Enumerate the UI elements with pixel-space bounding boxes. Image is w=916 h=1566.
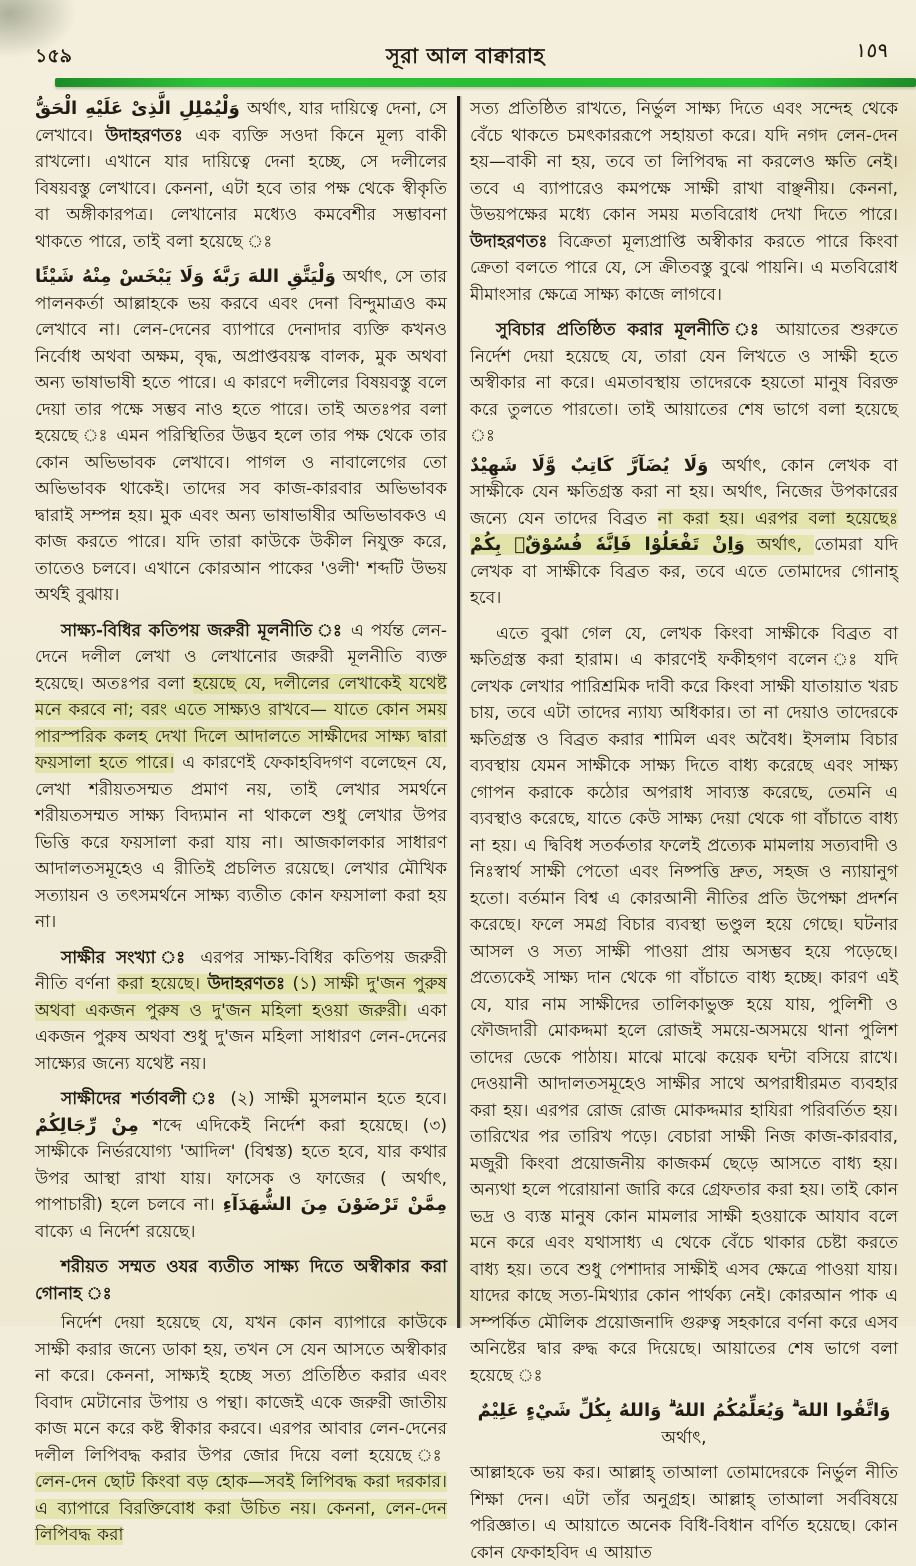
text-segment: অর্থাৎ, কোন লেখক বা সাক্ষীকে যেন ক্ষতিগ্রস্ত করা না হয়। অর্থাৎ, নিজের উপকারের জন্যে যেন তাদের বিব্রত bbox=[470, 455, 898, 529]
header-rule bbox=[55, 78, 916, 87]
text-segment: করা হয়েছে। bbox=[117, 974, 208, 994]
text-segment: উদাহরণতঃ bbox=[105, 125, 183, 146]
paragraph bbox=[35, 1254, 447, 1307]
page-header bbox=[35, 38, 896, 70]
paragraph bbox=[35, 945, 447, 1078]
paragraph bbox=[35, 96, 447, 255]
arabic-quote: وَاِنْ تَفْعَلُوْا فَاِنَّهٗ فُسُوْقٌۢ بِكُمْ bbox=[470, 534, 745, 555]
text-segment: (১) সাক্ষী দু'জন পুরুষ অথবা একজন পুরুষ ও দু'জন মহিলা হওয়া জরুরী। bbox=[35, 974, 447, 1021]
text-segment: হয়েছে যে, দলীলের লেখাকেই যথেষ্ট মনে করবে না; বরং এতে সাক্ষ্যও রাখবে— যাতে কোন সময় পারস্পরিক কলহ দেখা দিলে আদালতে সাক্ষীদের সাক্ষ্য দ্বারা ফয়সালা হতে পারে। bbox=[35, 673, 447, 773]
text-segment: শব্দে এদিকেই নির্দেশ করা হয়েছে। (৩) সাক্ষীকে নির্ভরযোগ্য 'আদিল' (বিশ্বস্ত) হতে হবে, যার কথার উপর আস্থা রাখা যায়। ফাসেক ও ফাজের ( অর্থাৎ, পাপাচারী) হলে চলবে না। bbox=[35, 1115, 448, 1215]
text-segment: বাক্যে এ নির্দেশ রয়েছে। bbox=[35, 1221, 196, 1242]
text-segment: বিক্রেতা মূল্যপ্রাপ্তি অস্বীকার করতে পারে কিংবা ক্রেতা বলতে পারে যে, সে ক্রীতবস্তু বুঝে পায়নি। এ মতবিরোধ মীমাংসার ক্ষেত্রে সাক্ষ্য কাজে লাগবে। bbox=[470, 231, 898, 305]
arabic-quote: وَلَا يُضَآرَّ كَاتِبٌ وَّلَا شَهِيْدٌ bbox=[470, 454, 709, 476]
text-segment: না করা হয়। এরপর বলা হয়েছেঃ bbox=[657, 508, 898, 529]
arabic-quote: مِنْ رِّجَالِكُمْ bbox=[35, 1114, 139, 1136]
text-segment: সাক্ষ্য-বিধির কতিপয় জরুরী মূলনীতি ঃ bbox=[61, 620, 344, 641]
paragraph bbox=[35, 618, 447, 936]
text-segment: আল্লাহকে ভয় কর। আল্লাহ্ তাআলা তোমাদেরকে নির্ভুল নীতি শিক্ষা দেন। এটা তাঁর অনুগ্রহ। আল্লাহ্ তাআলা সর্ববিষয়ে পরিজ্ঞাত। এ আয়াতে অনেক বিধি-বিধান বর্ণিত হয়েছে। কোন কোন ফেকাহবিদ এ আয়াত bbox=[470, 1463, 898, 1563]
text-segment: নির্দেশ দেয়া হয়েছে যে, যখন কোন ব্যাপারে কাউকে সাক্ষী করার জন্যে ডাকা হয়, তখন সে যেন আসতে অস্বীকার না করে। কেননা, সাক্ষ্যই হচ্ছে সত্য প্রতিষ্ঠিত করার এবং বিবাদ মেটানোর উপায় ও পন্থা। কাজেই একে জরুরী জাতীয় কাজ মনে করে কষ্ট স্বীকার করবে। এরপর আবার লেন-দেনের দলীল লিপিবদ্ধ করার উপর জোর দিয়ে বলা হয়েছে ঃ bbox=[35, 1313, 447, 1466]
text-segment: এ পর্যন্ত লেন-দেনে দলীল লেখা ও লেখানোর জরুরী মূলনীতি ব্যক্ত হয়েছে। অতঃপর বলা bbox=[35, 620, 447, 694]
text-segment: সুবিচার প্রতিষ্ঠিত করার মূলনীতি ঃ bbox=[496, 320, 765, 340]
page-title: সূরা আল বাক্বারাহ bbox=[386, 44, 545, 68]
right-column bbox=[470, 96, 899, 1563]
arabic-quote: مِمَّنْ تَرْضَوْنَ مِنَ الشُّهَدَآءِ bbox=[222, 1194, 447, 1215]
text-segment: সত্য প্রতিষ্ঠিত রাখতে, নির্ভুল সাক্ষ্য দিতে এবং সন্দেহ থেকে বেঁচে থাকতে চমৎকাররূপে সহায়তা করে। যদি নগদ লেন-দেন হয়—বাকী না হয়, তবে তা লিপিবদ্ধ না করলেও ক্ষতি নেই। তবে এ ব্যাপারেও কমপক্ষে সাক্ষী রাখা বাঞ্ছনীয়। কেননা, উভয়পক্ষের মধ্যে কোন সময় মতবিরোধ দেখা দিতে পারে। bbox=[470, 99, 898, 225]
arabic-quote: وَلْيُمْلِلِ الَّذِىْ عَلَيْهِ الْحَقُّ bbox=[35, 98, 240, 119]
text-segment: একা একজন পুরুষ অথবা শুধু দু'জন মহিলা সাধারণ লেন-দেনের সাক্ষ্যের জন্যে যথেষ্ট নয়। bbox=[35, 1000, 447, 1074]
text-segment: সাক্ষীর সংখ্যা ঃ bbox=[61, 947, 191, 968]
text-segment: অর্থাৎ, সে তার পালনকর্তা আল্লাহকে ভয় করবে এবং দেনা বিন্দুমাত্রও কম লেখাবে না। লেন-দেনের ব্যাপারে দেনাদার ব্যক্তি কখনও নির্বোধ অথবা অক্ষম, বৃদ্ধ, অপ্রাপ্তবয়স্ক বালক, মুক অথবা অন্য ভাষাভাষী হতে পারে। এ কারণে দলীলের বিষয়বস্তু বলে দেয়া তার পক্ষে সম্ভব নাও হতে পারে। তাই অতঃপর বলা হয়েছে ঃ এমন পরিস্থিতির উদ্ভব হলে তার পক্ষ থেকে তার কোন অভিভাবক লেখাবে। পাগল ও নাবালেগের তো অভিভাবক থাকেই। তাদের সব কাজ-কারবার অভিভাবক দ্বারাই সম্পন্ন হয়। মুক এবং অন্য ভাষাভাষীর অভিভাবকও এ কাজ করতে পারে। যদি তারা কাউকে উকীল নিযুক্ত করে, তাতেও চলবে। এখানে কোরআন পাকের 'ওলী' শব্দটি উভয় অর্থই বুঝায়। bbox=[35, 267, 448, 605]
text-segment: শরীয়ত সম্মত ওযর ব্যতীত সাক্ষ্য দিতে অস্বীকার করা গোনাহ ঃ bbox=[35, 1257, 447, 1304]
paragraph bbox=[35, 1086, 447, 1245]
page-number-left: ১৫৯ bbox=[35, 45, 72, 67]
arabic-quote: وَاتَّقُوا اللهَ ۗ وَيُعَلِّمُكُمُ اللهُ ۗ وَاللهُ بِكُلِّ شَيْءٍ عَلِيْمٌ bbox=[477, 1400, 891, 1421]
text-segment: আয়াতের শুরুতে নির্দেশ দেয়া হয়েছে যে, তারা যেন লিখতে ও সাক্ষী হতে অস্বীকার না করে। এমতাবস্থায় তাদেরকে হয়তো মানুষ বিরক্ত করে তুলতে পারতো। তাই আয়াতের শেষ ভাগে বলা হয়েছে ঃ bbox=[470, 320, 898, 446]
text-segment: লেন-দেন ছোট কিংবা বড় হোক—সবই লিপিবদ্ধ করা দরকার। এ ব্যাপারে বিরক্তিবোধ করা উচিত নয়। কেননা, লেন-দেন লিপিবদ্ধ করা bbox=[35, 1472, 447, 1545]
text-segment: এ কারণেই ফেকাহবিদগণ বলেছেন যে, লেখা শরীয়তসম্মত প্রমাণ নয়, তাই লেখার সমর্থনে শরীয়তসম্মত সাক্ষ্য বিদ্যমান না থাকলে শুধু লেখার উপর ভিত্তি করে ফয়সালা করা যায় না। আজকালকার সাধারণ আদালতসমূহেও এ রীতিই প্রচলিত রয়েছে। লেখার মৌখিক সত্যায়ন ও তৎসমর্থনে সাক্ষ্য ব্যতীত কোন ফয়সালা করা হয় না। bbox=[35, 753, 447, 932]
text-segment: সাক্ষীদের শর্তাবলী ঃ bbox=[61, 1089, 221, 1109]
text-segment: এতে বুঝা গেল যে, লেখক কিংবা সাক্ষীকে বিব্রত বা ক্ষতিগ্রস্ত করা হারাম। এ কারণেই ফকীহগণ বলেন ঃ যদি লেখক লেখার পারিশ্রমিক দাবী করে কিংবা সাক্ষী যাতায়াত খরচ চায়, তবে এটা তাদের ন্যায্য অধিকার। তা না দেয়াও তাদেরকে ক্ষতিগ্রস্ত ও বিব্রত করার শামিল এবং অবৈধ। ইসলাম বিচার ব্যবস্থায় যেমন সাক্ষীকে সাক্ষ্য দিতে বাধ্য করেছে এবং সাক্ষ্য গোপন করাকে কঠোর অপরাধ সাব্যস্ত করেছে, তেমনি এ ব্যবস্থাও করেছে, যাতে কেউ সাক্ষ্য দেয়া থেকে গা বাঁচাতে বাধ্য না হয়। এ দ্বিবিধ সতর্কতার ফলেই প্রত্যেক মামলায় সত্যবাদী ও নিঃস্বার্থ সাক্ষী পেতো এবং নিষ্পত্তি দ্রুত, সহজ ও ন্যায়ানুগ হতো। বর্তমান বিশ্ব এ কোরআনী নীতির প্রতি উপেক্ষা প্রদর্শন করেছে। ফলে সমগ্র বিচার ব্যবস্থা ভণ্ডুল হয়ে গেছে। ঘটনার আসল ও সত্য সাক্ষী পাওয়া প্রায় অসম্ভব হয়ে পড়েছে। প্রত্যেকেই সাক্ষ্য দান থেকে গা বাঁচাতে বাধ্য হচ্ছে। কারণ এই যে, যার নাম সাক্ষীদের তালিকাভুক্ত হয়ে যায়, পুলিশী ও ফৌজদারী মোকদ্দমা হলে রোজই সময়ে-অসময়ে থানা পুলিশ তাদের ডেকে পাঠায়। মাঝে মাঝে কয়েক ঘন্টা বসিয়ে রাখে। দেওয়ানী আদালতসমূহেও সাক্ষীর সাথে অপরাধীরমত ব্যবহার করা হয়। এরপর রোজ রোজ মোকদ্দমার হাযিরা পরিবর্তিত হয়। তারিখের পর তারিখ পড়ে। বেচারা সাক্ষী নিজ কাজ-কারবার, মজুরী কিংবা প্রয়োজনীয় কাজকর্ম ছেড়ে আসতে বাধ্য হয়। অন্যথা হলে পরোয়ানা জারি করে গ্রেফতার করা হয়। তাই কোন ভদ্র ও ব্যস্ত মানুষ কোন মামলার সাক্ষী হওয়াকে আযাব বলে মনে করে এবং যথাসাধ্য এ থেকে বেঁচে থাকার চেষ্টা করতে বাধ্য হয়। তবে শুধু পেশাদার সাক্ষীই এসব ক্ষেত্রে পাওয়া যায়। যাদের কাছে সত্য-মিথ্যার কোন পার্থক্য নেই। কোরআন পাক এ সম্পর্কিত মৌলিক প্রয়োজনাদি গুরুত্ব সহকারে বর্ণনা করে এসব অনিষ্টের দ্বার রুদ্ধ করে দিয়েছে। আয়াতের শেষ ভাগে বলা হয়েছে ঃ bbox=[470, 623, 898, 1386]
text-segment: তোমরা যদি লেখক বা সাক্ষীকে বিব্রত কর, তবে এতে তোমাদের গোনাহ্ হবে। bbox=[470, 535, 899, 608]
paragraph bbox=[35, 1310, 447, 1549]
paragraph bbox=[470, 453, 898, 612]
paragraph bbox=[470, 621, 898, 1390]
text-columns bbox=[35, 96, 899, 1563]
text-segment: উদাহরণতঃ bbox=[207, 974, 286, 994]
text-segment: অর্থাৎ, bbox=[744, 535, 815, 555]
paragraph bbox=[470, 1460, 898, 1566]
text-segment: এরপর সাক্ষ্য-বিধির কতিপয় জরুরী নীতি বর্ণনা bbox=[35, 947, 448, 994]
left-column bbox=[35, 96, 448, 1545]
paragraph bbox=[470, 96, 898, 308]
text-segment: উদাহরণতঃ bbox=[470, 231, 548, 252]
paragraph bbox=[470, 1398, 898, 1451]
text-segment: অর্থাৎ, যার দায়িত্বে দেনা, সে লেখাবে। bbox=[35, 99, 447, 146]
paragraph bbox=[470, 317, 898, 450]
text-segment: অর্থাৎ, bbox=[661, 1427, 707, 1448]
arabic-quote: وَلْيَتَّقِ اللهَ رَبَّهٗ وَلَا يَبْخَسْ مِنْهُ شَيْئًا bbox=[35, 266, 336, 287]
paragraph bbox=[35, 264, 447, 609]
column-divider bbox=[457, 96, 460, 1328]
page-number-right: ١٥٩ bbox=[854, 38, 890, 62]
text-segment: এক ব্যক্তি সওদা কিনে মূল্য বাকী রাখলো। এখানে যার দায়িত্বে দেনা হচ্ছে, সে দলীলের বিষয়বস্তু লেখাবে। কেননা, এটা হবে তার পক্ষ থেকে স্বীকৃতি বা অঙ্গীকারপত্র। লেখানোর মধ্যেও কমবেশীর সম্ভাবনা থাকতে পারে, তাই বলা হয়েছে ঃ bbox=[35, 125, 448, 252]
text-segment: (২) সাক্ষী মুসলমান হতে হবে। bbox=[220, 1089, 447, 1109]
